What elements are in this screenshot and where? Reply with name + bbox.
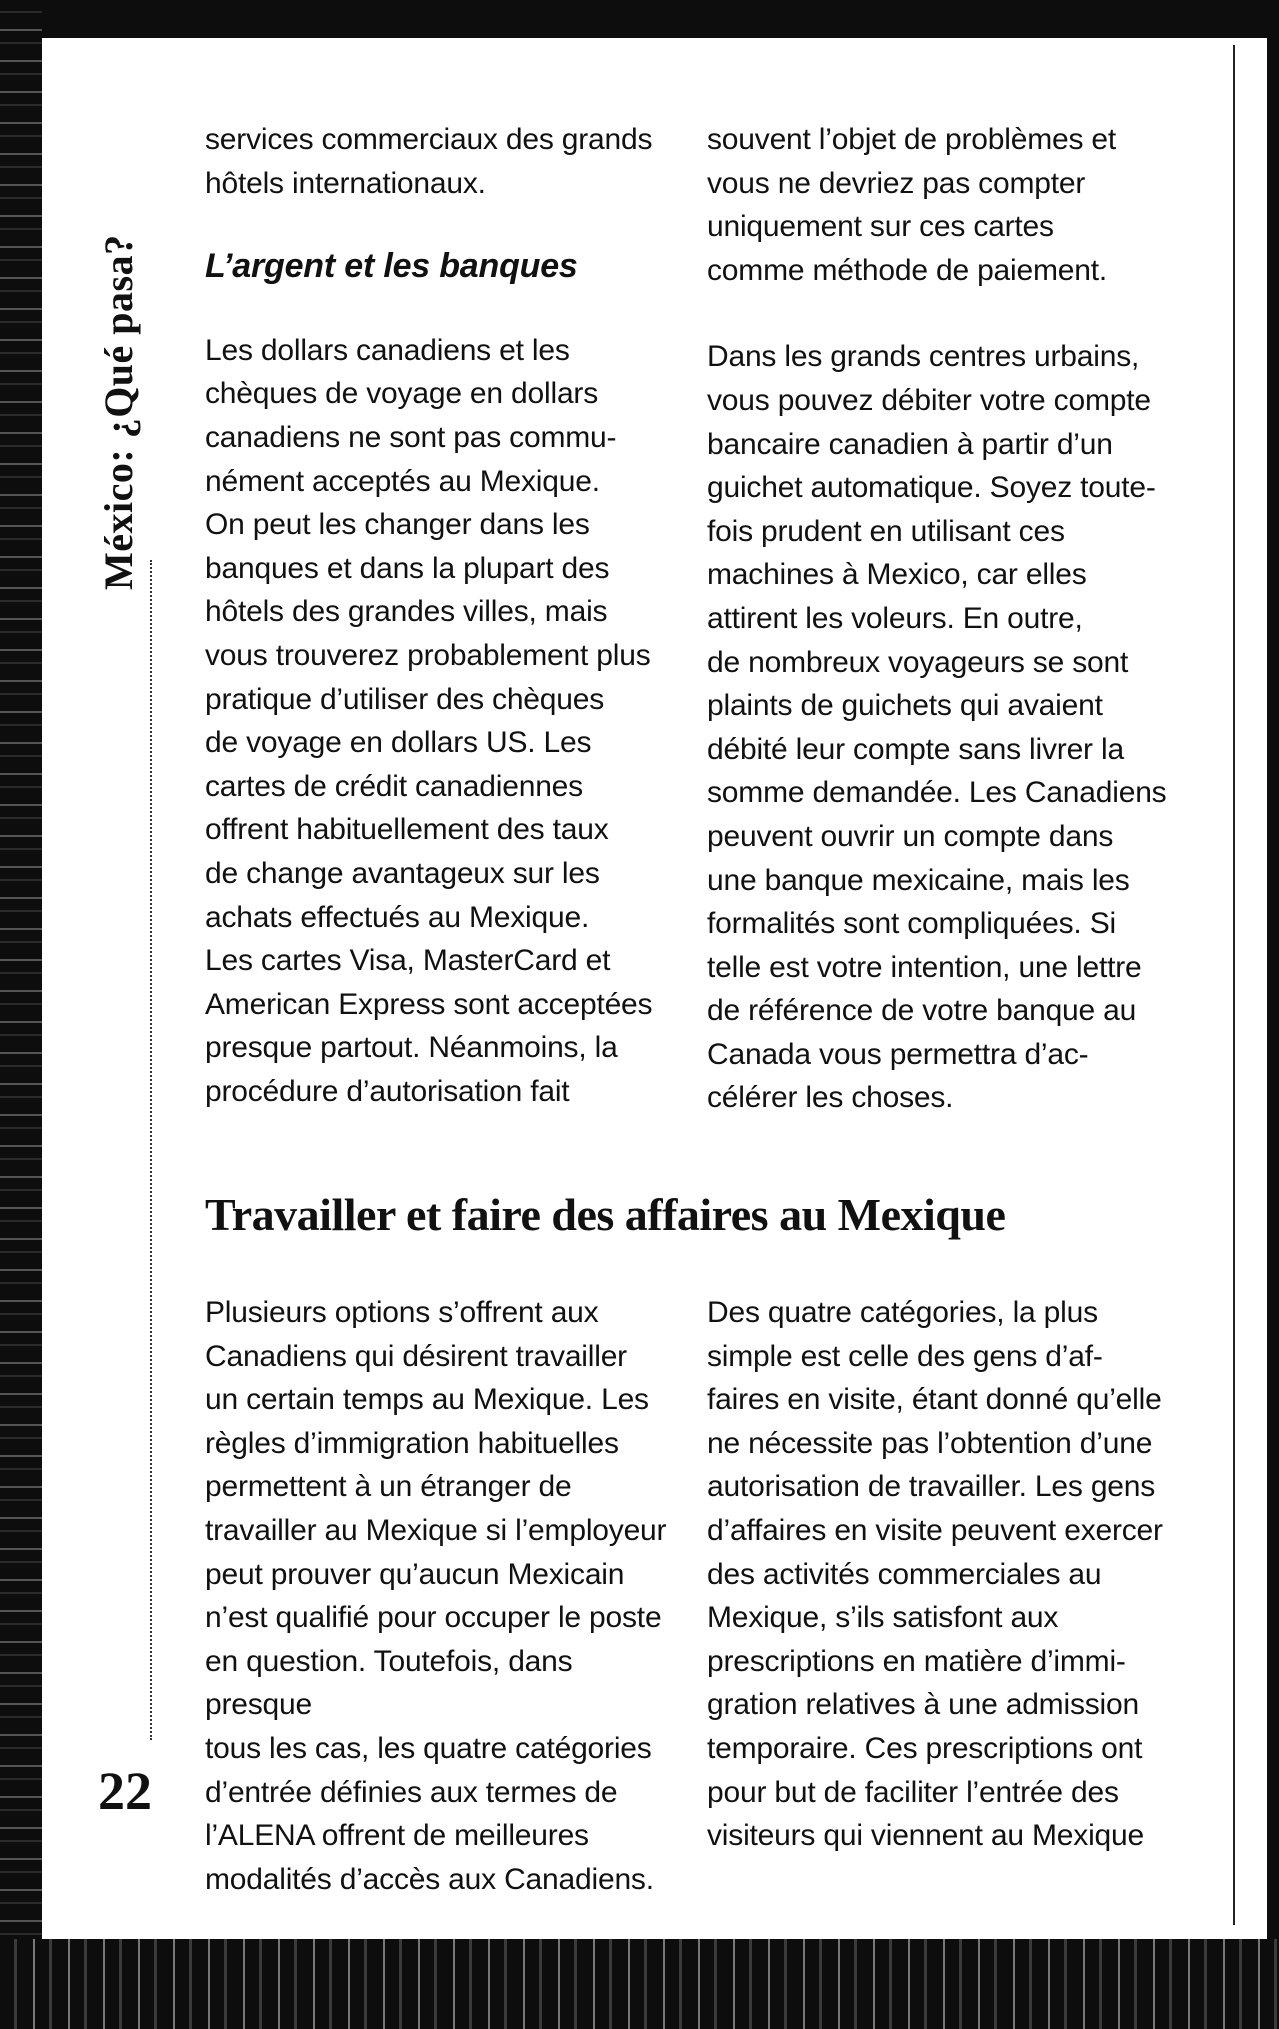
cards-paragraph: souvent l’objet de problèmes et vous ne devriez pas compter uniquement sur ces cartes comme méthode de paiement. xyxy=(707,123,1117,287)
continued-paragraph: services commerciaux des grands hôtels internationaux. xyxy=(205,123,653,200)
money-paragraph: Les dollars canadiens et les chèques de voyage en dollars canadiens ne sont pas commu- nément acceptés au Mexique. On peut les changer dans les banques et dans la plupart des hôtels des grandes villes, mais vous trouverez probablement plus pratique d’utiliser des chèques de voyage en dollars US. Les cartes de crédit canadiennes offrent habituellement des taux de change avantageux sur les achats effectués au Mexique. Les cartes Visa, MasterCard et American Express sont acceptées presque partout. Néanmoins, la procédure d’autorisation fait xyxy=(205,333,653,1108)
dotted-margin-rule xyxy=(150,560,152,1740)
atm-paragraph: Dans les grands centres urbains, vous pouvez débiter votre compte bancaire canadien à partir d’un guichet automatique. Soyez toute- fois prudent en utilisant ces machines à Mexico, car elles attirent les voleurs. En outre, de nombreux voyageurs se sont plaints de guichets qui avaient débité leur compte sans livrer la somme demandée. Les Canadiens peuvent ouvrir un compte dans une banque mexicaine, mais les formalités sont compliquées. Si telle est votre intention, une lettre de référence de votre banque au Canada vous permettra d’ac- célérer les choses. xyxy=(707,340,1167,1115)
page-number: 22 xyxy=(98,1761,152,1821)
business-visitors-paragraph: Des quatre catégories, la plus simple est celle des gens d’af- faires en visite, étant donné qu’elle ne nécessite pas l’obtention d’une autorisation de travailler. Les gens d’affaires en visite peuvent exercer des activités commerciales au Mexique, s’ils satisfont aux prescriptions en matière d’immi- gration relatives à une admission temporaire. Ces prescriptions ont pour but de faciliter l’entrée des visiteurs qui viennent au Mexique xyxy=(707,1296,1163,1853)
section1-right-column xyxy=(707,118,1177,1120)
paragraph-gap xyxy=(707,292,1177,335)
subheading-money-banks: L’argent et les banques xyxy=(205,247,578,286)
scan-border-bottom xyxy=(0,1939,1279,2029)
section2-left-column xyxy=(205,1291,675,1901)
work-options-paragraph: Plusieurs options s’offrent aux Canadiens qui désirent travailler un certain temps au Mexique. Les règles d’immigration habituelles permettent à un étranger de travailler au Mexique si l’employeur peut prouver qu’aucun Mexicain n’est qualifié pour occuper le poste en question. Toutefois, dans presque tous les cas, les quatre catégories d’entrée définies aux termes de l’ALENA offrent de meilleures modalités d’accès aux Canadiens. xyxy=(205,1296,667,1896)
scan-border-top xyxy=(0,0,1279,38)
section-heading-work-business: Travailler et faire des affaires au Mexique xyxy=(205,1189,1006,1240)
section1-left-column xyxy=(205,118,675,1113)
section2-right-column xyxy=(707,1291,1177,1858)
page-edge-rule xyxy=(1233,45,1235,1925)
scan-border-left xyxy=(0,0,42,2029)
running-head-text: México: ¿Qué pasa? xyxy=(96,234,141,590)
scan-border-right xyxy=(1267,0,1279,2029)
